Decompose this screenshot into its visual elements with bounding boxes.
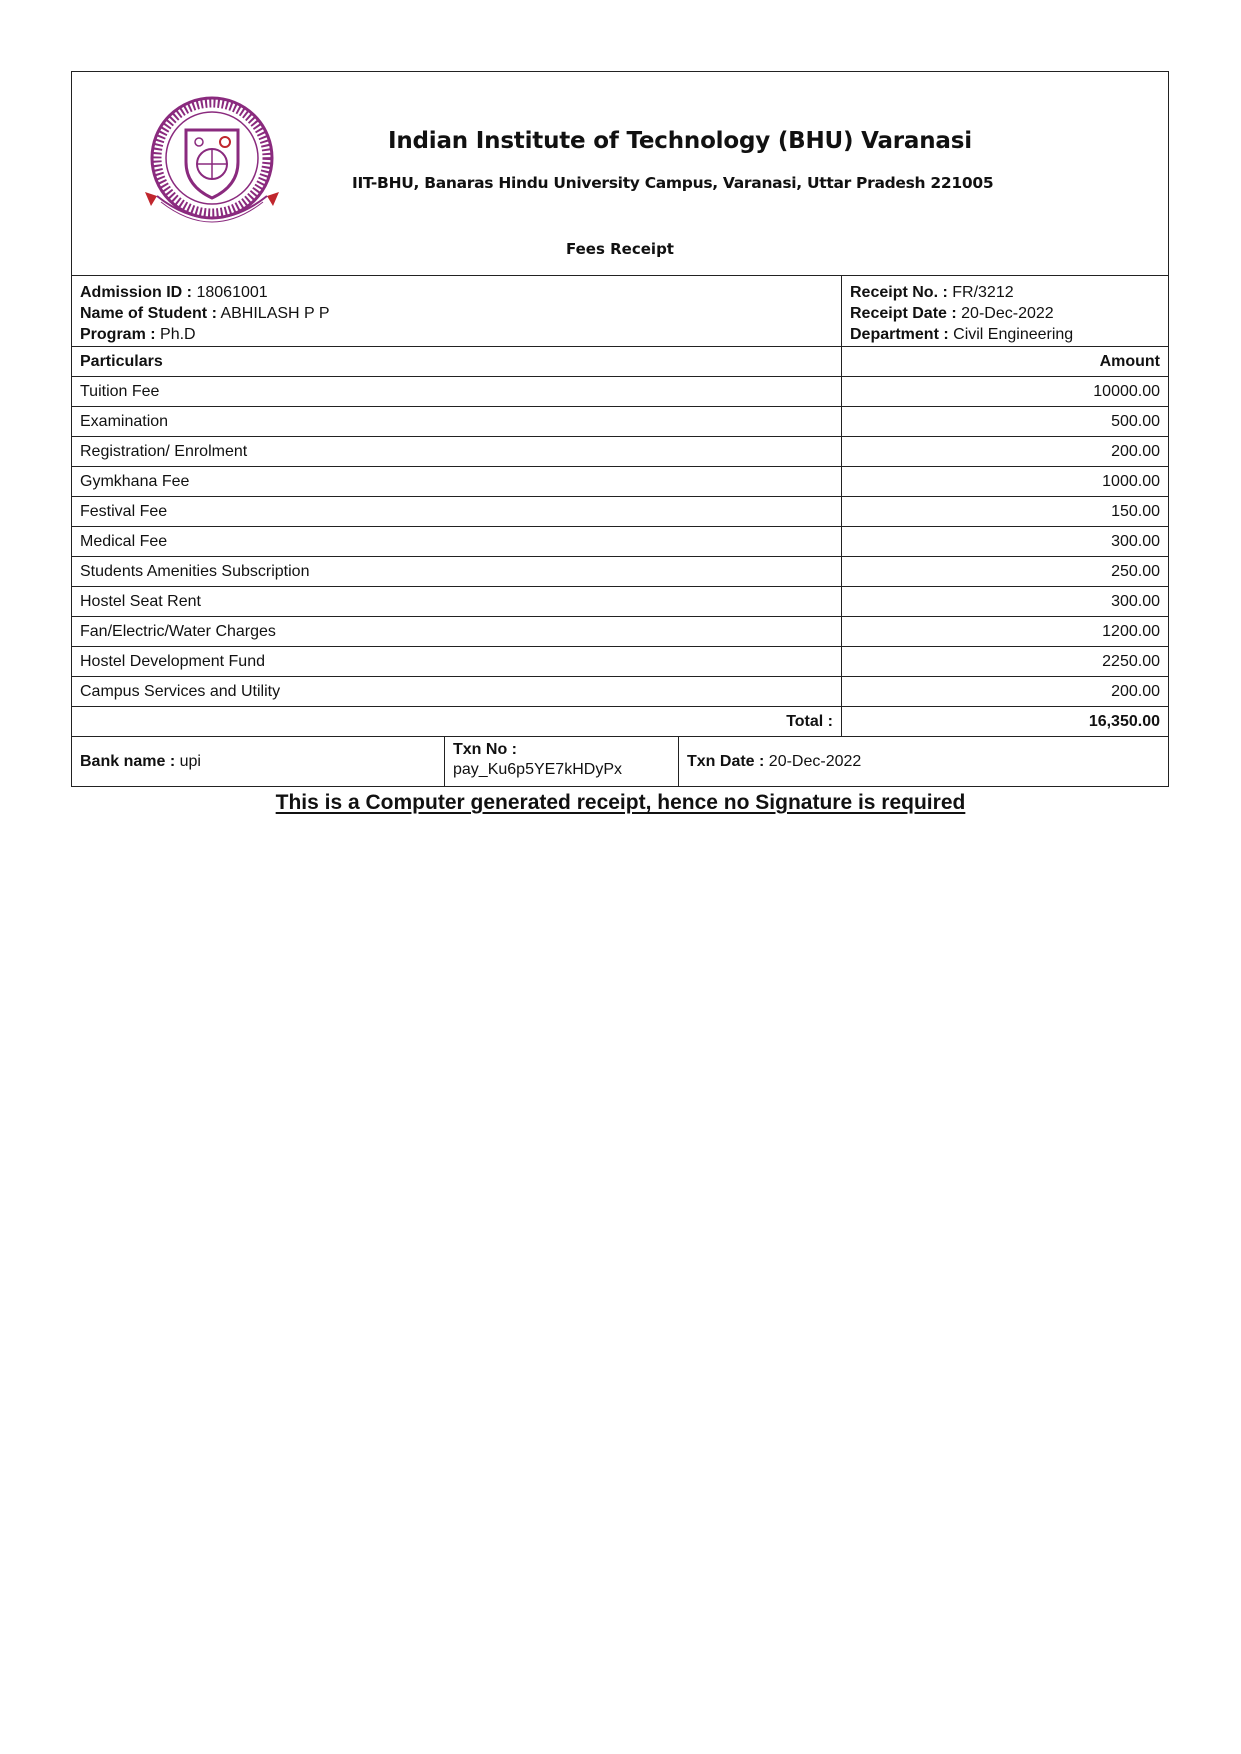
total-value: 16,350.00: [1088, 712, 1160, 730]
payment-details: [72, 737, 1168, 786]
particular-cell: Students Amenities Subscription: [72, 557, 842, 586]
receipt-number-value: FR/3212: [952, 284, 1014, 301]
table-row: [72, 587, 1168, 617]
fees-receipt: [71, 71, 1169, 787]
department-value: Civil Engineering: [953, 326, 1074, 343]
institute-logo-icon: [137, 90, 287, 240]
particular-cell: Gymkhana Fee: [72, 467, 842, 496]
particular-cell: Examination: [72, 407, 842, 436]
particular-cell: Medical Fee: [72, 527, 842, 556]
particular-cell: Hostel Seat Rent: [72, 587, 842, 616]
program-line: [80, 324, 833, 345]
program-value: Ph.D: [160, 326, 196, 343]
table-row: [72, 677, 1168, 707]
amount-cell: 2250.00: [1102, 652, 1160, 670]
student-name-value: ABHILASH P P: [220, 305, 330, 322]
table-row: [72, 647, 1168, 677]
txn-date-cell: [679, 737, 1168, 786]
fee-rows: [72, 377, 1168, 707]
table-row: [72, 527, 1168, 557]
institute-name: Indian Institute of Technology (BHU) Varanasi: [388, 128, 972, 154]
amount-cell: 10000.00: [1093, 382, 1160, 400]
bank-label: Bank name :: [80, 752, 176, 770]
table-row: [72, 497, 1168, 527]
amount-cell: 1200.00: [1102, 622, 1160, 640]
txn-date-label: Txn Date :: [687, 752, 765, 770]
footer-note-container: [0, 791, 1241, 815]
student-info: [72, 276, 842, 346]
txn-no-cell: [445, 737, 679, 786]
bank-cell: [72, 737, 445, 786]
receipt-number-label: Receipt No. :: [850, 284, 948, 301]
receipt-meta: [842, 276, 1168, 346]
column-header-amount: Amount: [1099, 352, 1160, 370]
amount-cell: 300.00: [1111, 532, 1160, 550]
particular-cell: Registration/ Enrolment: [72, 437, 842, 466]
amount-cell: 500.00: [1111, 412, 1160, 430]
amount-cell: 200.00: [1111, 442, 1160, 460]
student-name-label: Name of Student :: [80, 305, 217, 322]
department-line: [850, 324, 1160, 345]
amount-cell: 1000.00: [1102, 472, 1160, 490]
particular-cell: Campus Services and Utility: [72, 677, 842, 706]
txn-no-label: Txn No :: [453, 741, 517, 758]
txn-no-value: pay_Ku6p5YE7kHDyPx: [453, 761, 622, 778]
receipt-date-label: Receipt Date :: [850, 305, 957, 322]
department-label: Department :: [850, 326, 949, 343]
receipt-number-line: [850, 282, 1160, 303]
amount-cell: 250.00: [1111, 562, 1160, 580]
program-label: Program :: [80, 326, 156, 343]
particular-cell: Hostel Development Fund: [72, 647, 842, 676]
amount-cell: 200.00: [1111, 682, 1160, 700]
admission-id-line: [80, 282, 833, 303]
receipt-info: [72, 276, 1168, 347]
table-row: [72, 407, 1168, 437]
table-header: [72, 347, 1168, 377]
institute-address: IIT-BHU, Banaras Hindu University Campus, Varanasi, Uttar Pradesh 221005: [352, 174, 994, 192]
particular-cell: Tuition Fee: [72, 377, 842, 406]
txn-date-value: 20-Dec-2022: [768, 752, 862, 770]
particular-cell: Fan/Electric/Water Charges: [72, 617, 842, 646]
bank-value: upi: [179, 752, 201, 770]
amount-cell: 150.00: [1111, 502, 1160, 520]
table-row: [72, 617, 1168, 647]
receipt-date-value: 20-Dec-2022: [961, 305, 1054, 322]
table-row: [72, 377, 1168, 407]
admission-id-value: 18061001: [196, 284, 268, 301]
receipt-header: [72, 72, 1168, 276]
amount-cell: 300.00: [1111, 592, 1160, 610]
total-row: [72, 707, 1168, 737]
column-header-particulars: Particulars: [72, 347, 842, 376]
student-name-line: [80, 303, 833, 324]
table-row: [72, 557, 1168, 587]
admission-id-label: Admission ID :: [80, 284, 193, 301]
footer-note: This is a Computer generated receipt, hence no Signature is required: [275, 791, 966, 814]
receipt-date-line: [850, 303, 1160, 324]
document-title: Fees Receipt: [566, 240, 674, 258]
table-row: [72, 467, 1168, 497]
table-row: [72, 437, 1168, 467]
particular-cell: Festival Fee: [72, 497, 842, 526]
total-label: Total :: [72, 707, 842, 736]
